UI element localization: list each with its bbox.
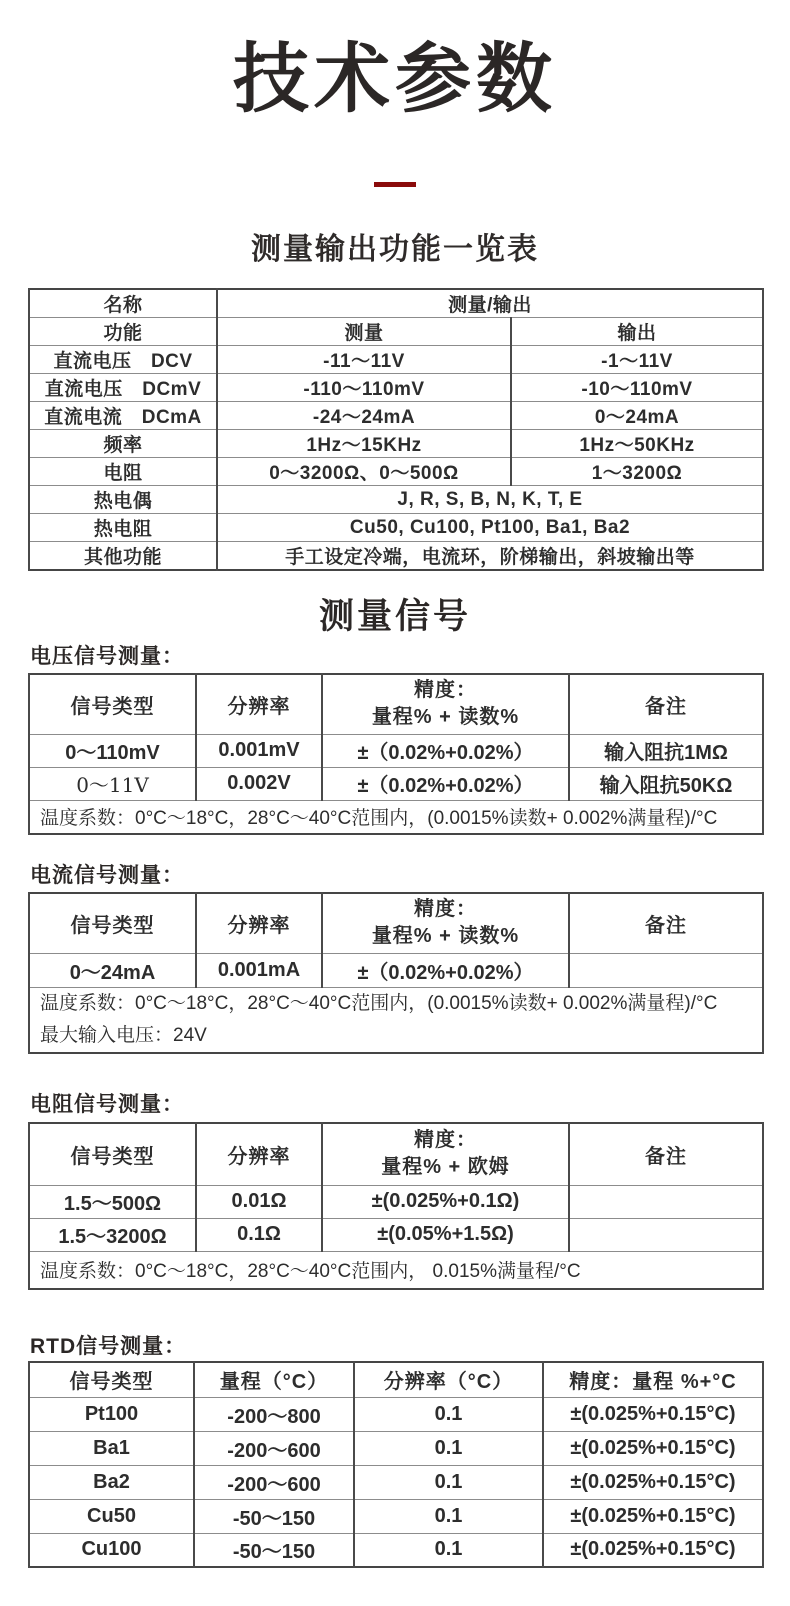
table-row <box>29 1431 763 1465</box>
table-cell: -24～24mA <box>217 402 511 430</box>
resistance-section-label: 电阻信号测量： <box>30 1093 184 1116</box>
header-cell-resolution: 分辨率 <box>196 1123 322 1185</box>
table-cell: 1Hz～50KHz <box>511 430 763 458</box>
table-note-row <box>29 1251 763 1289</box>
header-cell-resolution: 分辨率（°C） <box>354 1362 543 1397</box>
row-label: 直流电流 DCmA <box>29 402 217 430</box>
table-row <box>29 1465 763 1499</box>
table-cell: 0.1 <box>354 1431 543 1465</box>
table-row <box>29 486 763 514</box>
table-cell: 测量/输出 <box>217 289 763 318</box>
current-table <box>28 892 764 1054</box>
header-cell-signal-type: 信号类型 <box>29 1123 196 1185</box>
table-row <box>29 1185 763 1218</box>
table-cell: ±(0.025%+0.15°C) <box>543 1465 763 1499</box>
overview-table <box>28 288 764 571</box>
table-header-row <box>29 1362 763 1397</box>
table-cell <box>569 1218 763 1251</box>
header-accuracy-line2: 量程% + 读数% <box>371 706 520 729</box>
table-cell: 0～110mV <box>29 734 196 767</box>
header-cell-accuracy <box>322 893 569 953</box>
table-header-row <box>29 893 763 953</box>
table-note-row <box>29 800 763 834</box>
header-accuracy-line2: 量程% + 读数% <box>371 925 520 948</box>
note-cell: 温度系数：0°C～18°C，28°C～40°C范围内， 0.015%满量程/°C <box>29 1251 763 1289</box>
table-cell: -200～600 <box>194 1431 354 1465</box>
table-cell: -200～800 <box>194 1397 354 1431</box>
table-cell: 1Hz～15KHz <box>217 430 511 458</box>
header-cell-remark: 备注 <box>569 674 763 734</box>
table-cell: 0.1 <box>354 1397 543 1431</box>
table-cell: 输入阻抗1MΩ <box>569 734 763 767</box>
row-label: 直流电压 DCV <box>29 346 217 374</box>
table-row <box>29 458 763 486</box>
table-row <box>29 542 763 571</box>
table-cell: 0.1Ω <box>196 1218 322 1251</box>
table-row <box>29 1218 763 1251</box>
table-cell: 0.1 <box>354 1533 543 1567</box>
table-row <box>29 289 763 318</box>
table-row <box>29 1499 763 1533</box>
table-cell: 0～3200Ω、0～500Ω <box>217 458 511 486</box>
header-cell-accuracy <box>322 1123 569 1185</box>
row-label: 直流电压 DCmV <box>29 374 217 402</box>
note-cell: 温度系数：0°C～18°C，28°C～40°C范围内，(0.0015%读数+ 0.002%满量程)/°C <box>29 800 763 834</box>
table-row <box>29 374 763 402</box>
table-cell: 输入阻抗50KΩ <box>569 767 763 800</box>
voltage-section-label: 电压信号测量： <box>30 645 184 668</box>
table-cell: -11～11V <box>217 346 511 374</box>
table-cell: 1.5～3200Ω <box>29 1218 196 1251</box>
table-cell: Ba1 <box>29 1431 194 1465</box>
table-cell: Ba2 <box>29 1465 194 1499</box>
table-row <box>29 346 763 374</box>
header-cell-resolution: 分辨率 <box>196 893 322 953</box>
table-cell: 0～24mA <box>511 402 763 430</box>
header-accuracy-line1: 精度： <box>414 679 477 702</box>
header-cell-signal-type: 信号类型 <box>29 674 196 734</box>
table-cell: ±(0.05%+1.5Ω) <box>322 1218 569 1251</box>
table-row <box>29 953 763 987</box>
row-label: 名称 <box>29 289 217 318</box>
header-cell-range: 量程（°C） <box>194 1362 354 1397</box>
table-cell: -10～110mV <box>511 374 763 402</box>
note-cell <box>29 987 763 1053</box>
table-cell: ±(0.025%+0.15°C) <box>543 1431 763 1465</box>
section-title-measure-signal: 测量信号 <box>318 597 471 636</box>
table-cell: 1～3200Ω <box>511 458 763 486</box>
table-cell: 0～24mA <box>29 953 196 987</box>
header-accuracy-line1: 精度： <box>414 1129 477 1152</box>
voltage-table <box>28 673 764 835</box>
rtd-section-label: RTD信号测量： <box>30 1335 187 1358</box>
table-row <box>29 430 763 458</box>
table-cell: 0.002V <box>196 767 322 800</box>
table-cell: Cu100 <box>29 1533 194 1567</box>
header-cell-signal-type: 信号类型 <box>29 893 196 953</box>
row-label: 电阻 <box>29 458 217 486</box>
table-cell: 测量 <box>217 318 511 346</box>
table-row <box>29 734 763 767</box>
table-cell <box>569 953 763 987</box>
row-label: 热电阻 <box>29 514 217 542</box>
table-note-row <box>29 987 763 1053</box>
header-cell-accuracy: 精度：量程 %+°C <box>543 1362 763 1397</box>
table-cell: 0.01Ω <box>196 1185 322 1218</box>
header-cell-accuracy <box>322 674 569 734</box>
table-cell: ±(0.025%+0.15°C) <box>543 1397 763 1431</box>
row-label: 功能 <box>29 318 217 346</box>
header-accuracy-line2: 量程% + 欧姆 <box>381 1156 510 1179</box>
table-cell: 输出 <box>511 318 763 346</box>
table-cell: Cu50 <box>29 1499 194 1533</box>
page-title: 技术参数 <box>233 37 557 122</box>
title-underline <box>374 182 416 187</box>
table-cell: ±（0.02%+0.02%） <box>322 734 569 767</box>
table-cell: 0.1 <box>354 1499 543 1533</box>
table-row <box>29 514 763 542</box>
table-cell: -200～600 <box>194 1465 354 1499</box>
rtd-table <box>28 1361 764 1568</box>
table-cell: ±(0.025%+0.15°C) <box>543 1499 763 1533</box>
table-cell: 1.5～500Ω <box>29 1185 196 1218</box>
row-label: 频率 <box>29 430 217 458</box>
table-cell: Pt100 <box>29 1397 194 1431</box>
table-cell: Cu50, Cu100, Pt100, Ba1, Ba2 <box>217 514 763 542</box>
note-line2: 最大输入电压：24V <box>40 1024 207 1046</box>
table-cell: ±(0.025%+0.15°C) <box>543 1533 763 1567</box>
table-cell <box>569 1185 763 1218</box>
header-accuracy-line1: 精度： <box>414 898 477 921</box>
table-cell: ±（0.02%+0.02%） <box>322 767 569 800</box>
table-header-row <box>29 1123 763 1185</box>
row-label: 其他功能 <box>29 542 217 571</box>
table-cell: ±(0.025%+0.1Ω) <box>322 1185 569 1218</box>
table-cell: -1～11V <box>511 346 763 374</box>
header-cell-remark: 备注 <box>569 893 763 953</box>
page-subtitle: 测量输出功能一览表 <box>251 233 539 266</box>
header-cell-resolution: 分辨率 <box>196 674 322 734</box>
table-header-row <box>29 674 763 734</box>
table-cell: 0.001mV <box>196 734 322 767</box>
table-row <box>29 1533 763 1567</box>
table-cell: 0.1 <box>354 1465 543 1499</box>
table-cell: 0～11V <box>29 767 196 800</box>
current-section-label: 电流信号测量： <box>30 864 184 887</box>
resistance-table <box>28 1122 764 1290</box>
table-cell: -110～110mV <box>217 374 511 402</box>
header-cell-remark: 备注 <box>569 1123 763 1185</box>
table-cell: 0.001mA <box>196 953 322 987</box>
table-row <box>29 402 763 430</box>
table-row <box>29 1397 763 1431</box>
table-cell: -50～150 <box>194 1533 354 1567</box>
header-cell-signal-type: 信号类型 <box>29 1362 194 1397</box>
note-line1: 温度系数：0°C～18°C，28°C～40°C范围内，(0.0015%读数+ 0.002%满量程)/°C <box>40 992 718 1014</box>
table-row <box>29 318 763 346</box>
table-cell: ±（0.02%+0.02%） <box>322 953 569 987</box>
table-cell: -50～150 <box>194 1499 354 1533</box>
table-cell: 手工设定冷端，电流环，阶梯输出，斜坡输出等 <box>217 542 763 571</box>
table-cell: J, R, S, B, N, K, T, E <box>217 486 763 514</box>
row-label: 热电偶 <box>29 486 217 514</box>
table-row <box>29 767 763 800</box>
